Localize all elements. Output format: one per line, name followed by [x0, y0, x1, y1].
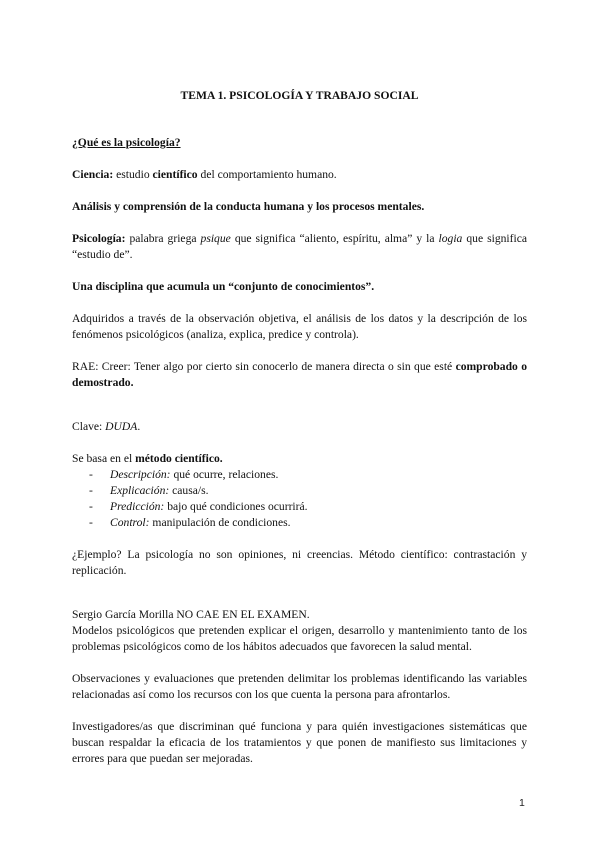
list-item-text: causa/s. — [172, 484, 209, 497]
sergio-line: Sergio García Morilla NO CAE EN EL EXAMEN. — [72, 608, 310, 621]
metodo-intro-text: Se basa en el — [72, 452, 133, 465]
metodo-bold: método científico. — [135, 452, 223, 465]
document-page — [72, 88, 527, 767]
list-dash: - — [89, 516, 93, 529]
list-item-term: Descripción: — [110, 468, 171, 481]
psicologia-text-2: que significa “aliento, espíritu, alma” y la — [234, 232, 435, 245]
analisis-text: Análisis y comprensión de la conducta humana y los procesos mentales. — [72, 200, 425, 213]
analisis-paragraph — [72, 199, 527, 215]
ciencia-text-2: del comportamiento humano. — [200, 168, 337, 181]
clave-paragraph — [72, 419, 527, 435]
metodo-intro — [72, 451, 527, 467]
psicologia-label: Psicología: — [72, 232, 126, 245]
ciencia-paragraph — [72, 167, 527, 183]
list-item-text: bajo qué condiciones ocurrirá. — [167, 500, 308, 513]
list-item-text: manipulación de condiciones. — [152, 516, 291, 529]
psicologia-text-1: palabra griega — [129, 232, 197, 245]
clave-word: DUDA — [105, 420, 138, 433]
list-item-term: Predicción: — [110, 500, 165, 513]
ciencia-bold-word: científico — [152, 168, 198, 181]
list-item — [72, 515, 527, 531]
list-dash: - — [89, 484, 93, 497]
document-title: TEMA 1. PSICOLOGÍA Y TRABAJO SOCIAL — [180, 89, 419, 102]
rae-text: RAE: Creer: Tener algo por cierto sin conocerlo de manera directa o sin que esté — [72, 360, 453, 373]
metodo-list — [72, 467, 527, 531]
list-dash: - — [89, 468, 93, 481]
psique-word: psique — [200, 232, 231, 245]
adquiridos-paragraph: Adquiridos a través de la observación objetiva, el análisis de los datos y la descripción de los fenómenos psicológicos (analiza, explica, predice y controla). — [72, 312, 527, 341]
ciencia-label: Ciencia: — [72, 168, 114, 181]
list-item-text: qué ocurre, relaciones. — [173, 468, 279, 481]
list-dash: - — [89, 500, 93, 513]
list-item-term: Control: — [110, 516, 150, 529]
rae-paragraph — [72, 359, 527, 391]
clave-label: Clave: — [72, 420, 103, 433]
observaciones-paragraph: Observaciones y evaluaciones que pretenden delimitar los problemas identificando las variables relacionadas así como los recursos con los que cuenta la persona para afrontarlos. — [72, 672, 527, 701]
list-item — [72, 483, 527, 499]
psicologia-paragraph — [72, 231, 527, 263]
modelos-paragraph: Modelos psicológicos que pretenden explicar el origen, desarrollo y mantenimiento tanto de los problemas psicológicos como de los hábitos adecuados que favorecen la salud mental. — [72, 624, 527, 653]
list-item — [72, 467, 527, 483]
disciplina-paragraph — [72, 279, 527, 295]
page-number: 1 — [519, 797, 525, 809]
logia-word: logia — [438, 232, 463, 245]
psicologia-text-3: que significa “estudio de”. — [72, 232, 528, 261]
list-item-term: Explicación: — [110, 484, 170, 497]
ciencia-text-1: estudio — [116, 168, 150, 181]
ejemplo-paragraph: ¿Ejemplo? La psicología no son opiniones, ni creencias. Método científico: contrastación y replicación. — [72, 548, 527, 577]
list-item — [72, 499, 527, 515]
investigadores-paragraph: Investigadores/as que discriminan qué funciona y para quién investigaciones sistemáticas que buscan respaldar la eficacia de los tratamientos y que ponen de manifiesto sus limitaciones y errores para que puedan ser mejoradas. — [72, 720, 527, 765]
rae-bold: comprobado o demostrado. — [72, 360, 528, 389]
disciplina-text: Una disciplina que acumula un “conjunto de conocimientos”. — [72, 280, 375, 293]
clave-end: . — [137, 420, 141, 433]
question-heading: ¿Qué es la psicología? — [72, 136, 181, 149]
